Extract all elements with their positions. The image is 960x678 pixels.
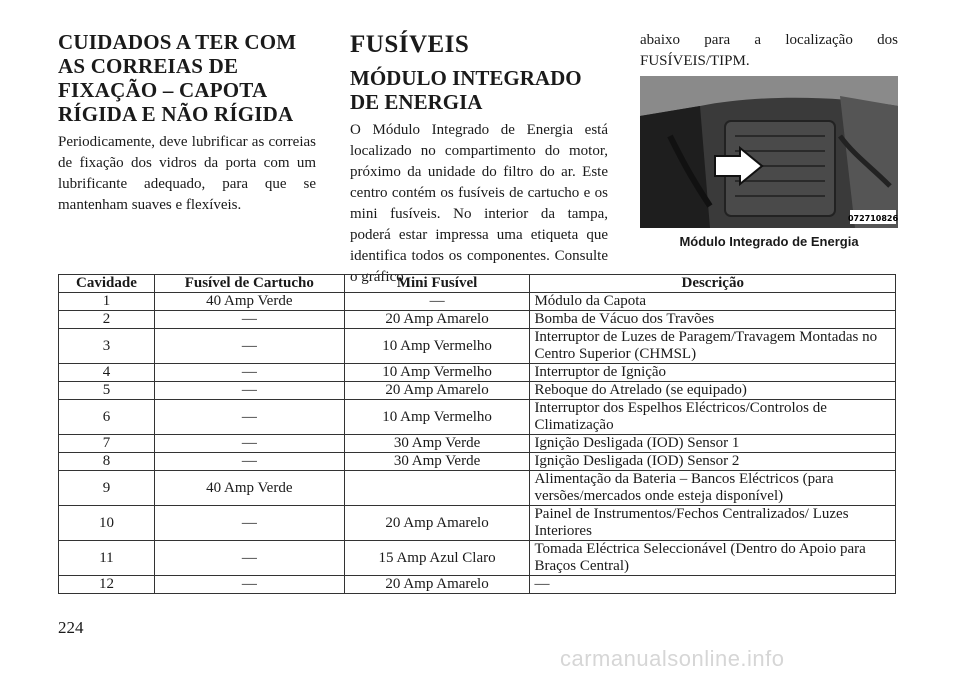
cell-cartridge: — xyxy=(154,453,344,471)
cell-cavity: 1 xyxy=(59,293,155,311)
cell-cartridge: — xyxy=(154,311,344,329)
column-middle xyxy=(350,30,608,288)
fuse-table xyxy=(58,274,896,594)
header-mini-fuse: Mini Fusível xyxy=(344,275,530,293)
cell-description: Tomada Eléctrica Seleccionável (Dentro do Apoio para Braços Central) xyxy=(530,541,896,576)
watermark-text: carmanualsonline.info xyxy=(560,646,785,671)
cell-cavity: 9 xyxy=(59,471,155,506)
cell-cartridge: 40 Amp Verde xyxy=(154,471,344,506)
cell-cavity: 4 xyxy=(59,364,155,382)
table-row xyxy=(59,576,896,594)
table-row xyxy=(59,293,896,311)
cell-cartridge: — xyxy=(154,576,344,594)
column-left xyxy=(58,30,316,216)
cell-cartridge: — xyxy=(154,541,344,576)
cell-cavity: 8 xyxy=(59,453,155,471)
cell-cartridge: 40 Amp Verde xyxy=(154,293,344,311)
cell-cavity: 10 xyxy=(59,506,155,541)
power-module-paragraph: O Módulo Integrado de Energia está localizado no compartimento do motor, próximo da unidade do filtro do ar. Este centro contém os fusíveis de cartucho e os mini fusíveis. No interior da tampa, poderá estar impressa uma etiqueta que identifica todos os componentes. Consulte o gráfico xyxy=(350,122,608,285)
table-row xyxy=(59,453,896,471)
cell-mini: — xyxy=(344,293,530,311)
cell-description: Interruptor dos Espelhos Eléctricos/Controlos de Climatização xyxy=(530,400,896,435)
cell-cartridge: — xyxy=(154,329,344,364)
cell-description: Ignição Desligada (IOD) Sensor 1 xyxy=(530,435,896,453)
photo-code-label: 072710826 xyxy=(847,214,898,223)
cell-mini: 30 Amp Verde xyxy=(344,435,530,453)
cell-description: Módulo da Capota xyxy=(530,293,896,311)
cell-cartridge: — xyxy=(154,435,344,453)
cell-mini xyxy=(344,471,530,506)
subheading-power-module: MÓDULO INTEGRADO DE ENERGIA xyxy=(350,66,582,114)
header-cavity: Cavidade xyxy=(59,275,155,293)
cell-cavity: 2 xyxy=(59,311,155,329)
cell-mini: 10 Amp Vermelho xyxy=(344,329,530,364)
section-heading-hardtop-straps: CUIDADOS A TER COM AS CORREIAS DE FIXAÇÃO – CAPOTA RÍGIDA E NÃO RÍGIDA xyxy=(58,30,297,126)
cell-cavity: 7 xyxy=(59,435,155,453)
cell-description: — xyxy=(530,576,896,594)
table-row xyxy=(59,382,896,400)
cell-mini: 30 Amp Verde xyxy=(344,453,530,471)
table-row xyxy=(59,311,896,329)
cell-cavity: 5 xyxy=(59,382,155,400)
cell-mini: 20 Amp Amarelo xyxy=(344,311,530,329)
photo-caption: Módulo Integrado de Energia xyxy=(679,234,859,249)
table-row xyxy=(59,435,896,453)
straps-paragraph: Periodicamente, deve lubrificar as correias de fixação dos vidros da porta com um lubrificante adequado, para que se mantenham suaves e flexíveis. xyxy=(58,134,316,213)
cell-mini: 15 Amp Azul Claro xyxy=(344,541,530,576)
cell-mini: 10 Amp Vermelho xyxy=(344,364,530,382)
cell-mini: 20 Amp Amarelo xyxy=(344,576,530,594)
header-cartridge-fuse: Fusível de Cartucho xyxy=(154,275,344,293)
page-number: 224 xyxy=(58,618,84,637)
cell-mini: 10 Amp Vermelho xyxy=(344,400,530,435)
cell-description: Reboque do Atrelado (se equipado) xyxy=(530,382,896,400)
cell-cavity: 3 xyxy=(59,329,155,364)
cell-cartridge: — xyxy=(154,400,344,435)
power-module-paragraph-continued: abaixo para a localização dos FUSÍVEIS/TIPM. xyxy=(640,32,898,69)
cell-description: Ignição Desligada (IOD) Sensor 2 xyxy=(530,453,896,471)
table-row xyxy=(59,541,896,576)
cell-cartridge: — xyxy=(154,382,344,400)
cell-mini: 20 Amp Amarelo xyxy=(344,506,530,541)
cell-cavity: 12 xyxy=(59,576,155,594)
header-description: Descrição xyxy=(530,275,896,293)
cell-cavity: 6 xyxy=(59,400,155,435)
cell-cartridge: — xyxy=(154,364,344,382)
cell-mini: 20 Amp Amarelo xyxy=(344,382,530,400)
table-row xyxy=(59,471,896,506)
cell-cartridge: — xyxy=(154,506,344,541)
engine-bay-illustration xyxy=(640,76,898,228)
cell-cavity: 11 xyxy=(59,541,155,576)
cell-description: Bomba de Vácuo dos Travões xyxy=(530,311,896,329)
table-row xyxy=(59,329,896,364)
cell-description: Alimentação da Bateria – Bancos Eléctricos (para versões/mercados onde esteja disponível) xyxy=(530,471,896,506)
cell-description: Interruptor de Ignição xyxy=(530,364,896,382)
cell-description: Painel de Instrumentos/Fechos Centralizados/ Luzes Interiores xyxy=(530,506,896,541)
table-row xyxy=(59,400,896,435)
fuse-table-header xyxy=(59,275,896,293)
section-heading-fuses: FUSÍVEIS xyxy=(350,31,470,58)
engine-bay-photo xyxy=(640,76,898,228)
table-row xyxy=(59,506,896,541)
cell-description: Interruptor de Luzes de Paragem/Travagem Montadas no Centro Superior (CHMSL) xyxy=(530,329,896,364)
table-row xyxy=(59,364,896,382)
column-right xyxy=(640,30,898,249)
